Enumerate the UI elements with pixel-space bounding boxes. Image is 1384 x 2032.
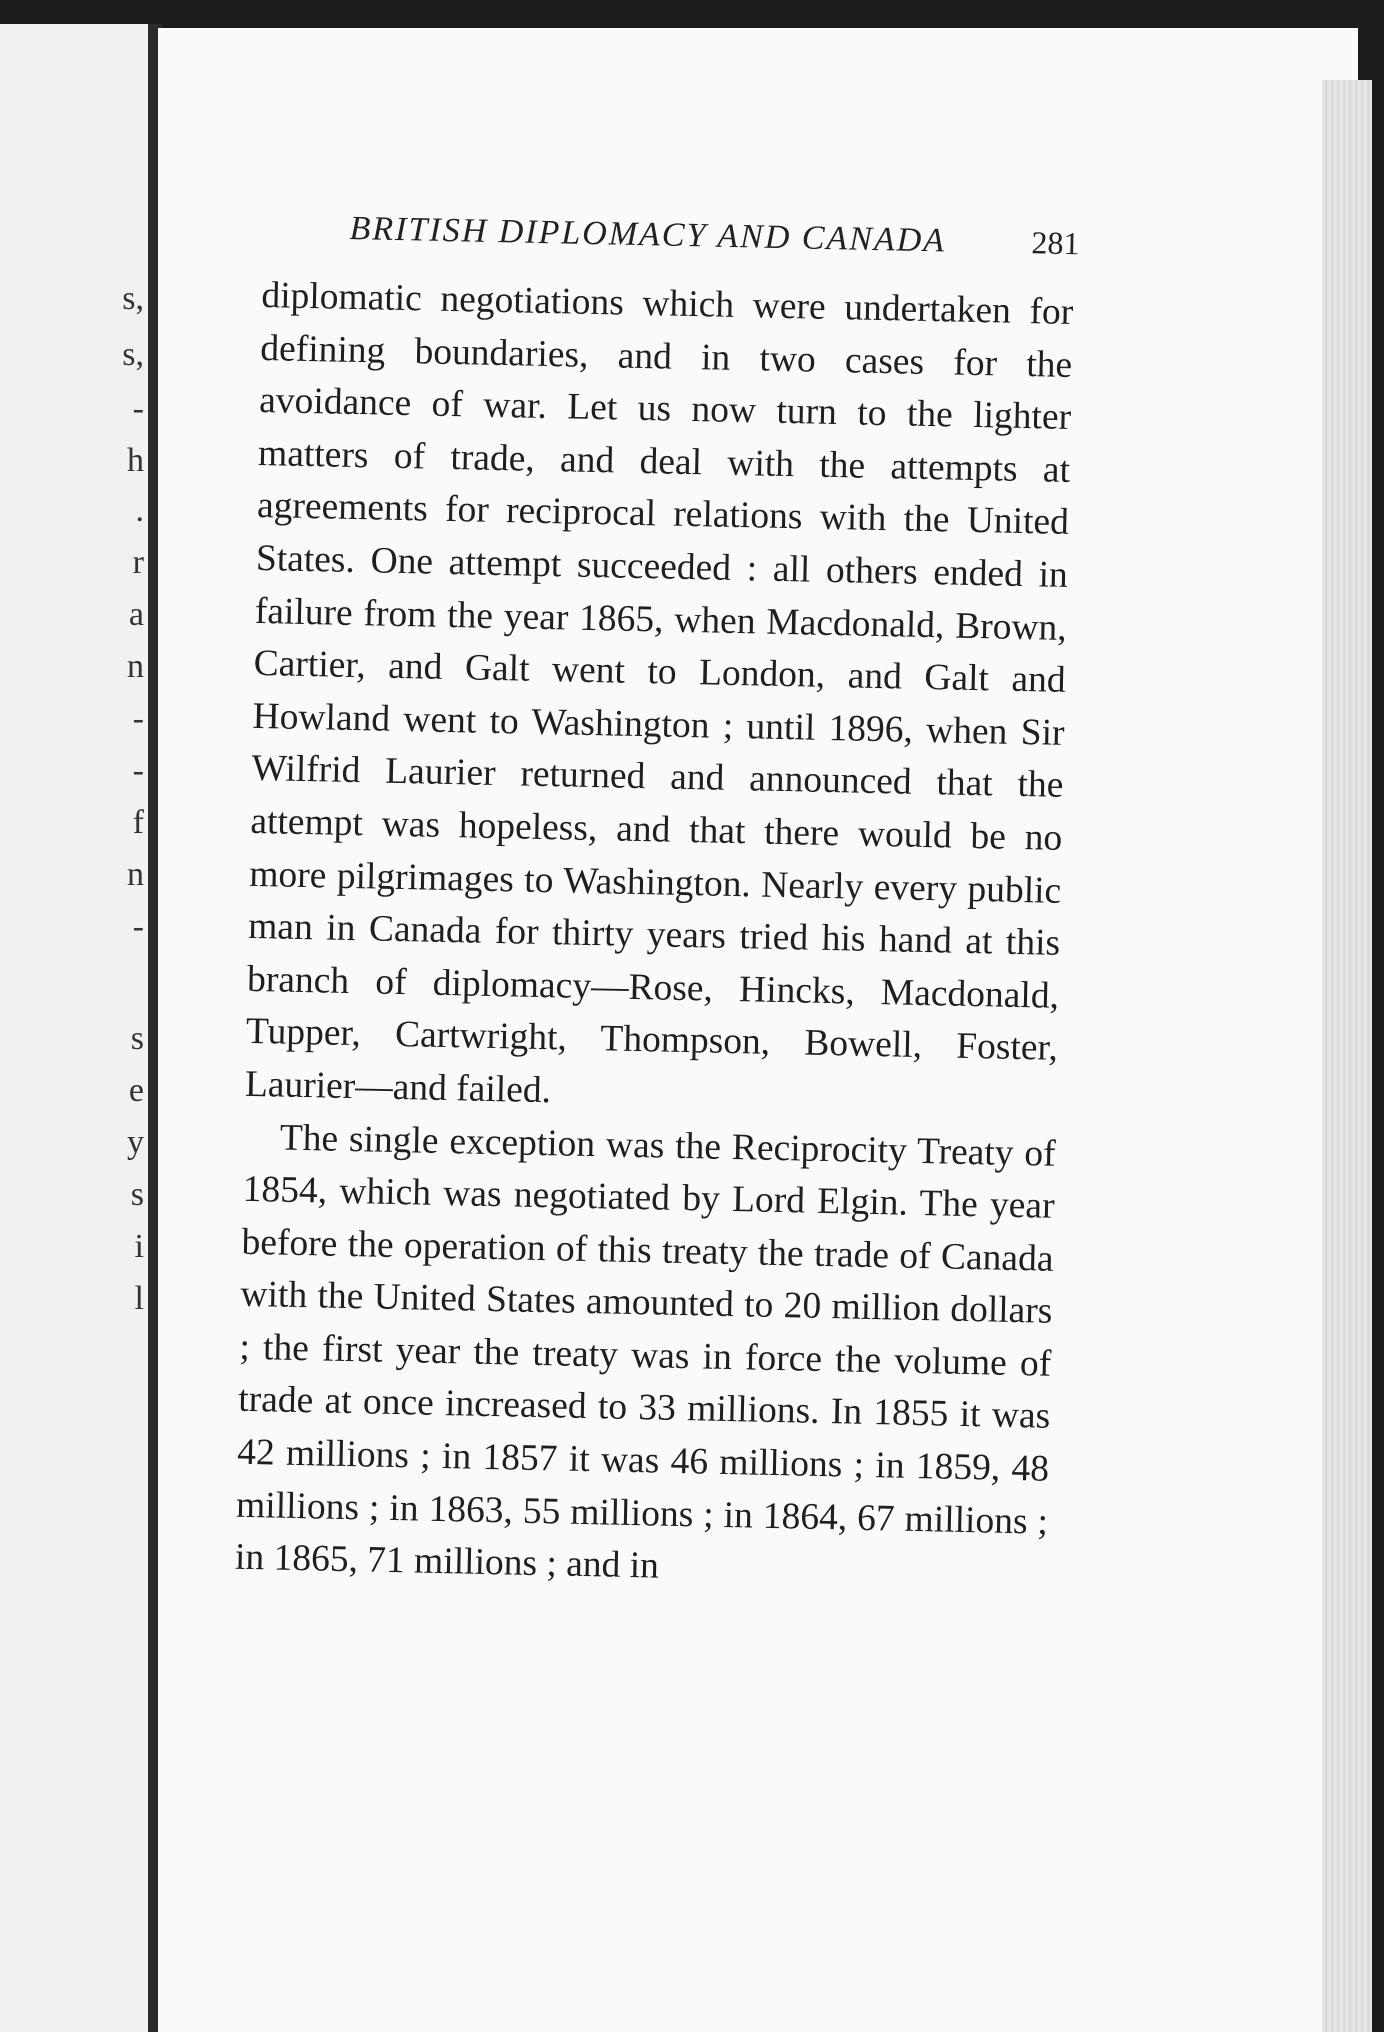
left-page-text: y bbox=[127, 1124, 144, 1161]
left-page-text: . bbox=[135, 492, 144, 529]
left-page-text: s bbox=[130, 1176, 144, 1213]
left-page-text: r bbox=[132, 544, 144, 581]
left-page-text: a bbox=[128, 596, 144, 633]
left-page-text: - bbox=[132, 700, 144, 737]
page-number: 281 bbox=[1031, 224, 1080, 262]
left-page-text: - bbox=[132, 908, 144, 945]
left-page-text: s, bbox=[122, 280, 144, 317]
left-page-text: f bbox=[132, 804, 144, 841]
left-page-text: h bbox=[127, 442, 144, 479]
body-text bbox=[234, 270, 1073, 1602]
paragraph: diplomatic negotiations which were undertaken for defining boundaries, and in two cases for the avoidance of war. Let us now turn to the lighter matters of trade, and deal with the attempts at agreements for reciprocal relations with the United States. One attempt succeeded : all others ended in failure from the year 1865, when Macdonald, Brown, Cartier, and Galt went to London, and Galt and Howland went to Washington ; until 1896, when Sir Wilfrid Laurier returned and announced that the attempt was hopeless, and that there would be no more pilgrimages to Washington. Nearly every public man in Canada for thirty years tried his hand at this branch of diplomacy—Rose, Hincks, Macdonald, Tupper, Cartwright, Thompson, Bowell, Foster, Laurier—and failed. bbox=[244, 274, 1074, 1112]
paragraph: The single exception was the Reciprocity Treaty of 1854, which was negotiated by Lord Elgin. The year before the operation of this treaty the trade of Canada with the United States amounted to 20 million dollars ; the first year the treaty was in force the volume of trade at once increased to 33 millions. In 1855 it was 42 millions ; in 1857 it was 46 millions ; in 1859, 48 millions ; in 1863, 55 millions ; in 1864, 67 millions ; in 1865, 71 millions ; and in bbox=[234, 1117, 1057, 1587]
left-page-text: - bbox=[132, 390, 144, 427]
left-page-text: s bbox=[130, 1020, 144, 1057]
left-page-text: n bbox=[127, 648, 144, 685]
left-page-text: l bbox=[134, 1280, 144, 1317]
page-edges bbox=[1322, 80, 1372, 2032]
left-page-text: n bbox=[127, 856, 144, 893]
running-title: BRITISH DIPLOMACY AND CANADA bbox=[349, 210, 947, 260]
left-page-fragment bbox=[0, 24, 148, 2032]
left-page-text: e bbox=[128, 1072, 144, 1109]
left-page-text: - bbox=[132, 752, 144, 789]
left-page-text: s, bbox=[122, 336, 144, 373]
left-page-text: i bbox=[134, 1228, 144, 1265]
